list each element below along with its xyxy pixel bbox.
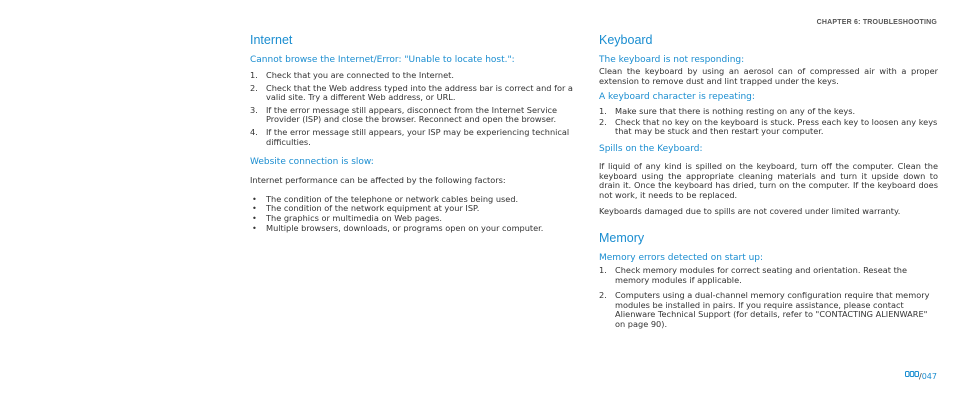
internet-subheading-host: Cannot browse the Internet/Error: "Unable to locate host.": — [250, 55, 515, 65]
bullet-icon: • — [252, 203, 257, 214]
list-item — [599, 266, 938, 285]
step-text: Check that you are connected to the Internet. — [266, 70, 454, 80]
internet-intro-text: Internet performance can be affected by the following factors: — [250, 175, 506, 186]
factor-text: The condition of the telephone or network cables being used. — [266, 193, 519, 204]
list-item — [250, 106, 574, 125]
list-item — [599, 107, 938, 117]
step-text: Check that no key on the keyboard is stuck. Press each key to loosen any keys that may be stuck and then restart your computer. — [615, 116, 938, 137]
step-number: 4. — [250, 126, 258, 137]
step-number: 3. — [250, 104, 258, 115]
step-text: If the error message still appears, your ISP may be experiencing technical difficulties. — [266, 126, 570, 147]
page-separator: / — [919, 372, 922, 381]
right-column — [599, 33, 938, 330]
step-text: Computers using a dual-channel memory configuration require that memory modules be installed in pairs. If you require assistance, please contact Alienware Technical Support (for details, refer to "CONTACTING ALIENWARE" on page 90). — [615, 290, 930, 329]
internet-subheading-slow: Website connection is slow: — [250, 157, 374, 168]
step-text: Check memory modules for correct seating and orientation. Reseat the memory modules if applicable. — [615, 264, 908, 285]
step-number: 2. — [250, 82, 258, 93]
internet-steps-list — [250, 71, 574, 147]
bullet-icon: • — [252, 193, 257, 204]
page-footer — [905, 370, 937, 382]
step-text: If the error message still appears, disconnect from the Internet Service Provider (ISP) and close the browser. Reconnect and open the browser. — [266, 104, 558, 125]
step-number: 2. — [599, 290, 607, 301]
keyboard-clean-text: Clean the keyboard by using an aerosol can of compressed air with a proper extension to remove dust and lint trapped under the keys. — [599, 66, 938, 86]
left-column — [250, 33, 574, 233]
step-text: Make sure that there is nothing resting on any of the keys. — [615, 106, 856, 117]
factor-text: The graphics or multimedia on Web pages. — [266, 212, 443, 223]
list-item — [599, 291, 938, 329]
factor-text: The condition of the network equipment at your ISP. — [266, 203, 480, 214]
step-number: 1. — [250, 70, 258, 80]
internet-heading: Internet — [250, 33, 293, 47]
list-item — [599, 118, 938, 137]
keyboard-warranty-text: Keyboards damaged due to spills are not covered under limited warranty. — [599, 206, 901, 217]
internet-factors-list — [250, 195, 574, 233]
list-item — [250, 128, 574, 147]
keyboard-steps-list — [599, 107, 938, 137]
keyboard-heading: Keyboard — [599, 33, 653, 47]
chapter-header: CHAPTER 6: TROUBLESHOOTING — [816, 19, 937, 26]
step-number: 1. — [599, 106, 607, 117]
step-number: 1. — [599, 264, 607, 275]
memory-subheading-errors: Memory errors detected on start up: — [599, 252, 764, 263]
memory-heading: Memory — [599, 230, 645, 245]
step-number: 2. — [599, 116, 607, 127]
keyboard-spill-text: If liquid of any kind is spilled on the keyboard, turn off the computer. Clean the keyboard using the appropriate cleaning materials and turn it upside down to drain it. Once the keyboard has dried, turn on the computer. If the keyboard does not work, it needs to be replaced. — [599, 160, 938, 200]
keyboard-subheading-not-responding: The keyboard is not responding: — [599, 55, 745, 65]
alienware-logo-icon — [905, 370, 919, 380]
list-item — [250, 224, 574, 234]
bullet-icon: • — [252, 222, 257, 233]
page-number: 047 — [921, 372, 937, 381]
list-item — [250, 84, 574, 103]
bullet-icon: • — [252, 212, 257, 223]
keyboard-subheading-repeating: A keyboard character is repeating: — [599, 92, 755, 103]
list-item — [250, 71, 574, 81]
keyboard-subheading-spills: Spills on the Keyboard: — [599, 143, 703, 154]
step-text: Check that the Web address typed into the address bar is correct and for a valid site. Try a different Web address, or URL. — [266, 82, 573, 103]
memory-steps-list — [599, 266, 938, 330]
factor-text: Multiple browsers, downloads, or programs open on your computer. — [266, 222, 544, 233]
